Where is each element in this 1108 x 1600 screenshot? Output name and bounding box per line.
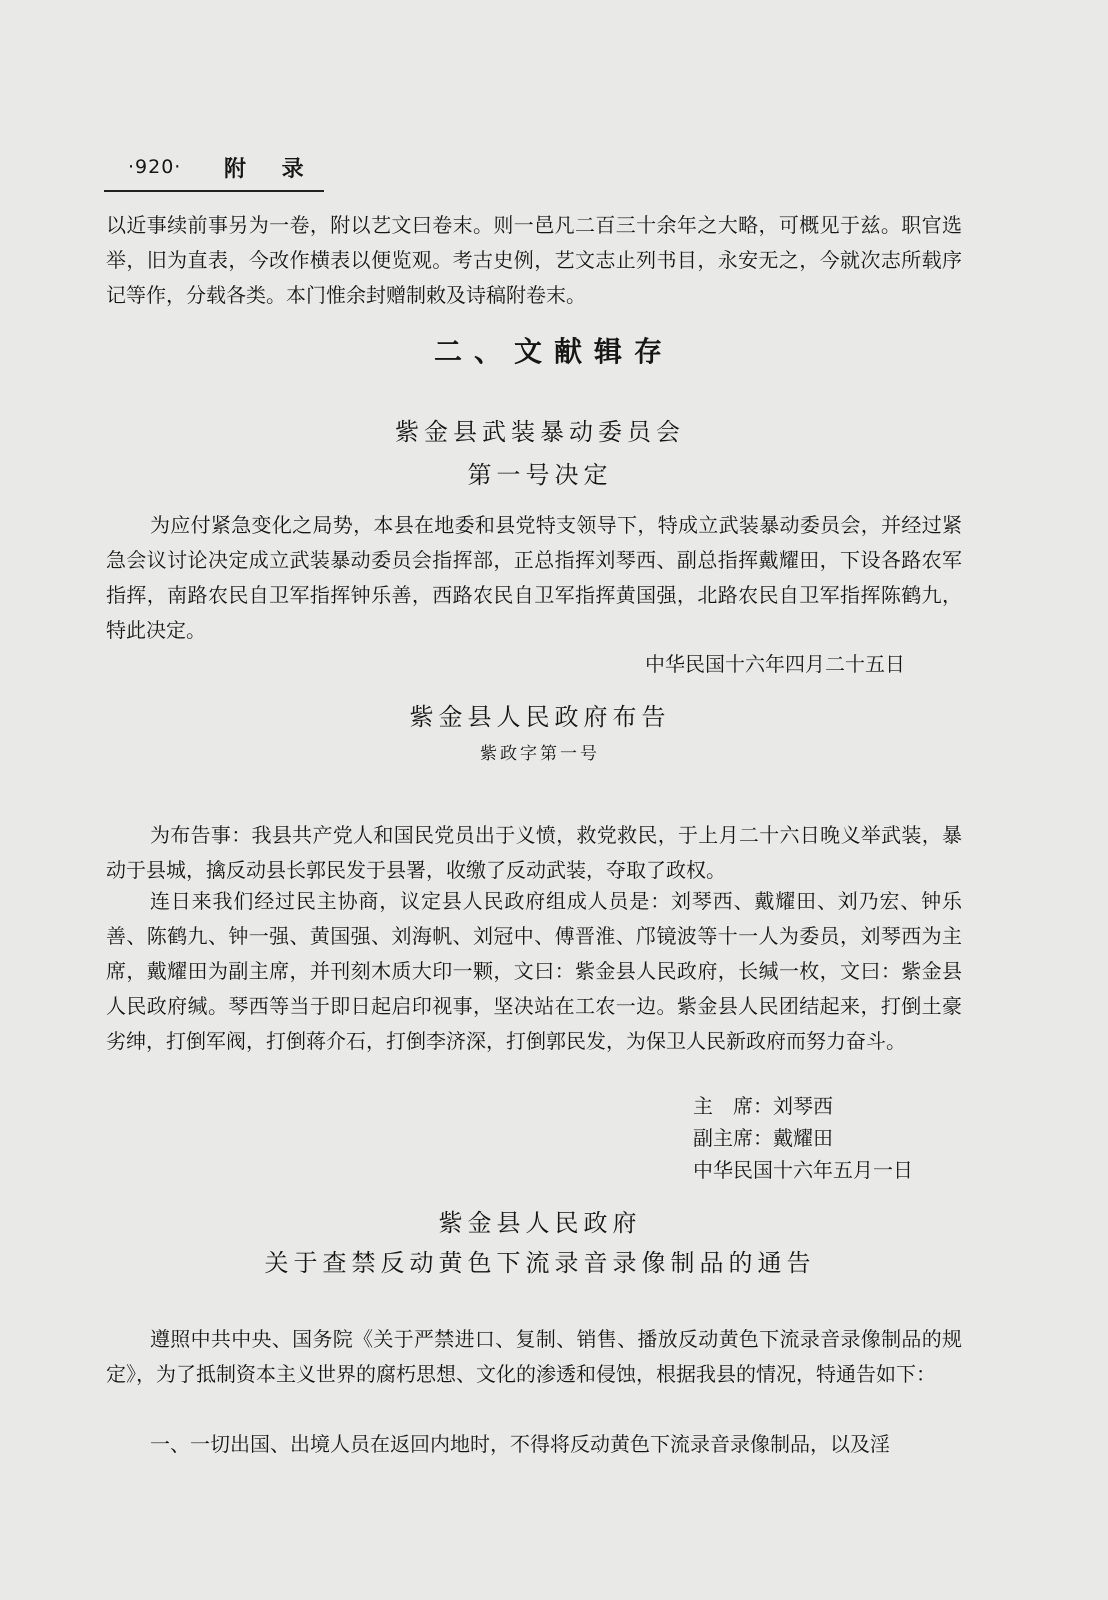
doc1-title-line1: 紫金县武装暴动委员会 [395,418,685,446]
doc2-vice-chairman: 副主席：戴耀田 [693,1126,833,1150]
page-number: ·920· [128,156,182,178]
running-header [104,152,324,192]
section-heading: 二、文献辑存 [433,335,674,368]
doc1-title-line2: 第一号决定 [467,461,613,489]
doc2-title: 紫金县人民政府布告 [409,703,671,731]
doc3-paragraph-1: 遵照中共中央、国务院《关于严禁进口、复制、销售、播放反动黄色下流录音录像制品的规定》，为了抵制资本主义世界的腐朽思想、文化的渗透和侵蚀，根据我县的情况，特通告如下： [106,1327,962,1386]
section-label: 附 录 [224,157,318,182]
intro-paragraph: 以近事续前事另为一卷，附以艺文曰卷末。则一邑凡二百三十余年之大略，可概见于兹。职官选举，旧为直表，今改作横表以便览观。考古史例，艺文志止列书目，永安无之，今就次志所载序记等作，分载各类。本门惟余封赠制敕及诗稿附卷末。 [106,213,962,307]
doc1-body: 为应付紧急变化之局势，本县在地委和县党特支领导下，特成立武装暴动委员会，并经过紧急会议讨论决定成立武装暴动委员会指挥部，正总指挥刘琴西、副总指挥戴耀田，下设各路农军指挥，南路农民自卫军指挥钟乐善，西路农民自卫军指挥黄国强，北路农民自卫军指挥陈鹤九，特此决定。 [106,513,962,642]
doc3-paragraph-2: 一、一切出国、出境人员在返回内地时，不得将反动黄色下流录音录像制品，以及淫 [150,1432,890,1456]
doc2-chairman: 主 席：刘琴西 [693,1094,833,1118]
doc1-date: 中华民国十六年四月二十五日 [645,652,905,676]
doc2-subtitle: 紫政字第一号 [480,744,600,764]
doc2-paragraph-1: 为布告事：我县共产党人和国民党员出于义愤，救党救民，于上月二十六日晚义举武装，暴动于县城，擒反动县长郭民发于县署，收缴了反动武装，夺取了政权。 [106,823,962,882]
doc3-title-line2: 关于查禁反动黄色下流录音录像制品的通告 [264,1249,816,1277]
doc3-title-line1: 紫金县人民政府 [438,1209,642,1237]
doc2-date: 中华民国十六年五月一日 [693,1158,913,1182]
doc2-paragraph-2: 连日来我们经过民主协商，议定县人民政府组成人员是：刘琴西、戴耀田、刘乃宏、钟乐善、陈鹤九、钟一强、黄国强、刘海帆、刘冠中、傅晋淮、邝镜波等十一人为委员，刘琴西为主席，戴耀田为副主席，并刊刻木质大印一颗，文曰：紫金县人民政府，长缄一枚，文曰：紫金县人民政府缄。琴西等当于即日起启印视事，坚决站在工农一边。紫金县人民团结起来，打倒土豪劣绅，打倒军阀，打倒蒋介石，打倒李济深，打倒郭民发，为保卫人民新政府而努力奋斗。 [106,889,962,1053]
